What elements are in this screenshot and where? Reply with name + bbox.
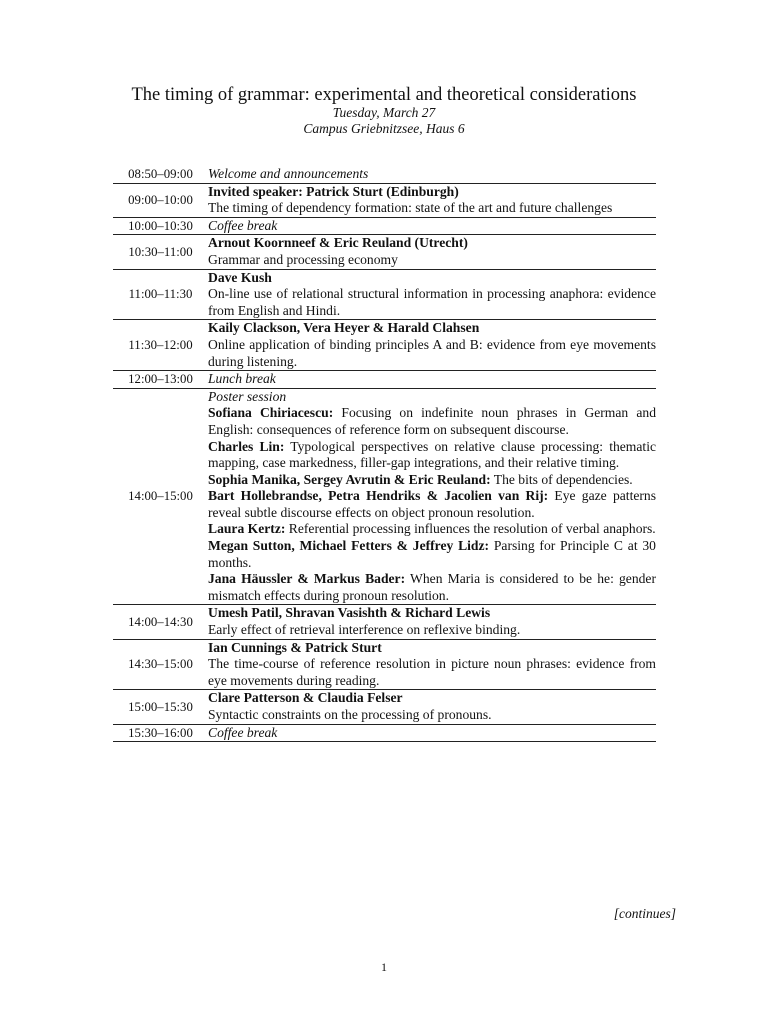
poster-title: Eye gaze patterns reveal subtle discourse effects on object pronoun resolution.	[208, 488, 656, 520]
poster-entry	[208, 538, 656, 571]
schedule-row	[113, 604, 656, 638]
speaker-name: Dave Kush	[208, 269, 272, 285]
schedule-row	[113, 639, 656, 690]
poster-title: Focusing on indefinite noun phrases in German and English: consequences of reference form on subsequent discourse.	[208, 405, 656, 437]
time-slot: 09:00–10:00	[128, 192, 193, 207]
poster-authors: Laura Kertz:	[208, 521, 286, 537]
session-label: Coffee break	[208, 724, 278, 740]
time-slot: 14:00–15:00	[128, 489, 193, 504]
poster-title: Parsing for Principle C at 30 months.	[208, 538, 656, 570]
time-slot: 12:00–13:00	[128, 372, 193, 387]
event-date: Tuesday, March 27	[332, 105, 436, 120]
schedule-row	[113, 319, 656, 370]
speaker-name: Clare Patterson & Claudia Felser	[208, 690, 403, 706]
schedule-row	[113, 370, 656, 388]
time-slot: 15:00–15:30	[128, 699, 193, 714]
time-slot: 11:00–11:30	[128, 287, 193, 302]
event-venue: Campus Griebnitzsee, Haus 6	[303, 121, 465, 136]
poster-entry	[208, 521, 656, 538]
time-slot: 11:30–12:00	[128, 337, 193, 352]
schedule-row	[113, 166, 656, 183]
poster-entry	[208, 488, 656, 521]
talk-title: On-line use of relational structural information in processing anaphora: evidence from English and Hindi.	[208, 286, 656, 318]
schedule-row	[113, 269, 656, 320]
poster-title: When Maria is considered to be he: gender mismatch effects during pronoun resolution.	[208, 571, 656, 603]
page-title: The timing of grammar: experimental and theoretical considerations	[131, 85, 637, 105]
poster-authors: Charles Lin:	[208, 438, 285, 454]
poster-entry	[208, 472, 656, 489]
time-slot: 10:00–10:30	[128, 218, 193, 233]
poster-entry	[208, 571, 656, 604]
poster-authors: Sophia Manika, Sergey Avrutin & Eric Reuland:	[208, 471, 491, 487]
talk-title: Grammar and processing economy	[208, 251, 398, 267]
speaker-name: Ian Cunnings & Patrick Sturt	[208, 639, 382, 655]
speaker-name: Invited speaker: Patrick Sturt (Edinburgh)	[208, 183, 459, 199]
time-slot: 14:30–15:00	[128, 657, 193, 672]
time-slot: 10:30–11:00	[128, 244, 193, 259]
time-slot: 15:30–16:00	[128, 725, 193, 740]
poster-authors: Bart Hollebrandse, Petra Hendriks & Jacolien van Rij:	[208, 488, 549, 504]
time-slot: 08:50–09:00	[128, 167, 193, 181]
session-label: Poster session	[208, 388, 287, 404]
poster-title: The bits of dependencies.	[493, 471, 633, 487]
continues-note: [continues]	[613, 906, 676, 921]
talk-title: The timing of dependency formation: state of the art and future challenges	[208, 200, 613, 216]
poster-title: Referential processing influences the resolution of verbal anaphors.	[288, 521, 656, 537]
schedule-row-poster-session	[113, 388, 656, 605]
poster-entry	[208, 439, 656, 472]
poster-title: Typological perspectives on relative clause processing: thematic mapping, case markedness, filler-gap integrations, and their relative timing.	[208, 438, 657, 471]
page-number: 1	[381, 960, 387, 974]
poster-authors: Megan Sutton, Michael Fetters & Jeffrey Lidz:	[208, 538, 490, 554]
poster-authors: Jana Häussler & Markus Bader:	[208, 571, 406, 587]
speaker-name: Kaily Clackson, Vera Heyer & Harald Clahsen	[208, 320, 480, 336]
schedule-row	[113, 234, 656, 268]
session-label: Coffee break	[208, 217, 278, 233]
schedule-row	[113, 724, 656, 742]
time-slot: 14:00–14:30	[128, 614, 193, 629]
speaker-name: Umesh Patil, Shravan Vasishth & Richard Lewis	[208, 605, 491, 621]
session-label: Lunch break	[208, 371, 276, 387]
schedule-row	[113, 217, 656, 235]
talk-title: The time-course of reference resolution in picture noun phrases: evidence from eye movements during reading.	[208, 656, 656, 688]
schedule-table	[113, 166, 656, 742]
talk-title: Syntactic constraints on the processing of pronouns.	[208, 707, 492, 722]
speaker-name: Arnout Koornneef & Eric Reuland (Utrecht)	[208, 235, 468, 251]
talk-title: Online application of binding principles A and B: evidence from eye movements during listening.	[208, 336, 656, 369]
schedule-row	[113, 183, 656, 217]
poster-authors: Sofiana Chiriacescu:	[208, 405, 334, 421]
poster-entry	[208, 405, 656, 438]
schedule-row	[113, 689, 656, 723]
session-label: Welcome and announcements	[208, 166, 369, 181]
talk-title: Early effect of retrieval interference on reflexive binding.	[208, 622, 521, 638]
